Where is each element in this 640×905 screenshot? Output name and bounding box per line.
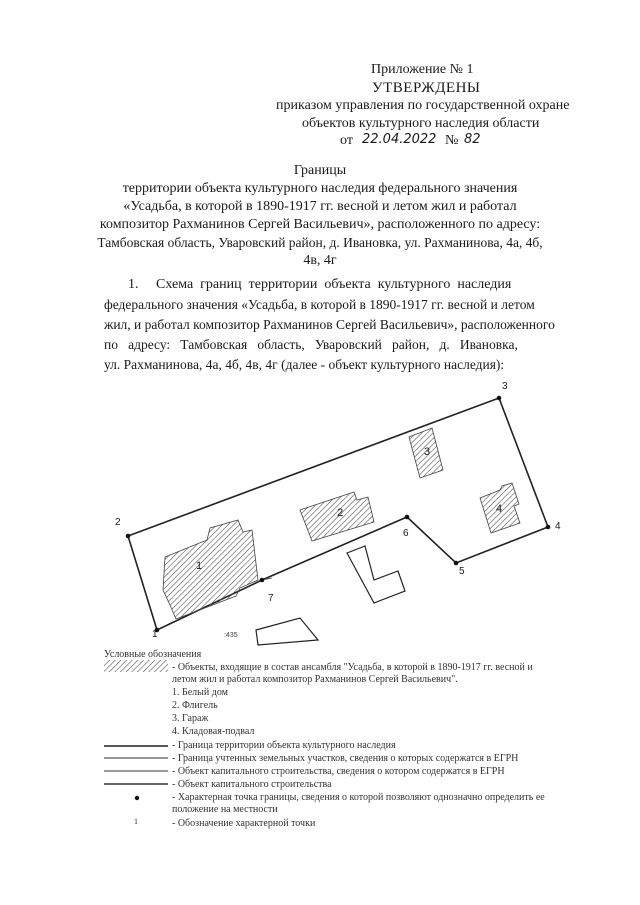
legend-parcels: - Граница учтенных земельных участков, сведения о которых содержатся в ЕГРН [172,753,519,764]
paragraph-line-3: жил, и работал композитор Рахманинов Сергей Васильевич», расположенного [104,317,555,332]
legend-capital-egrn: - Объект капитального строительства, сведения о котором содержатся в ЕГРН [172,766,505,777]
legend-building-4: 4. Кладовая-подвал [172,726,255,737]
point-label-3: 3 [502,381,508,392]
building-number-3: 3 [424,446,431,458]
legend-hatch-swatch [104,660,168,672]
title-line-4: композитор Рахманинов Сергей Васильевич», расположенного по адресу: [99,217,541,232]
paragraph-line-2: федерального значения «Усадьба, в которой в 1890-1917 гг. весной и летом [104,297,535,312]
legend-char-point-cont: положение на местности [172,804,278,815]
date-handwritten: 22.04.2022 [362,132,437,147]
legend-capital: - Объект капитального строительства [172,779,332,790]
date-prefix: от [340,133,353,148]
order-line-1: приказом управления по государственной охране [276,98,570,113]
appendix-label: Приложение № 1 [371,62,474,77]
approved-label: УТВЕРЖДЕНЫ [372,80,481,96]
legend-point-label-symbol: 1 [134,817,138,826]
title-line-1: Границы [293,163,347,178]
point-label-7: 7 [268,593,274,604]
legend-boundary: - Граница территории объекта культурного наследия [172,740,396,751]
legend-building-1: 1. Белый дом [172,687,228,698]
legend-ensemble-cont: летом жил и работал композитор Рахманинов Сергей Васильевич". [172,674,458,685]
legend-char-point: - Характерная точка границы, сведения о которой позволяют однозначно определить ее [172,792,545,803]
point-label-2: 2 [115,517,121,528]
building-number-1: 1 [196,560,203,572]
legend-ensemble: - Объекты, входящие в состав ансамбля "Усадьба, в которой в 1890-1917 гг. весной и [172,662,533,673]
legend-char-label: - Обозначение характерной точки [172,818,316,829]
legend-title: Условные обозначения [104,649,202,660]
building-number-2: 2 [337,507,344,519]
legend-point-symbol [135,796,139,800]
point-label-4: 4 [555,521,561,532]
title-line-2: территории объекта культурного наследия федерального значения [122,181,518,196]
point-label-1: 1 [152,629,158,640]
paragraph-line-4: по адресу: Тамбовская область, Уваровский район, д. Ивановка, [104,337,518,352]
legend-building-2: 2. Флигель [172,700,218,711]
building-number-4: 4 [496,503,503,515]
paragraph-line-5: ул. Рахманинова, 4а, 4б, 4в, 4г (далее - объект культурного наследия): [104,357,505,372]
order-line-2: объектов культурного наследия области [302,116,540,131]
title-line-5: Тамбовская область, Уваровский район, д. Ивановка, ул. Рахманинова, 4а, 4б, [97,235,543,250]
number-prefix: № [445,133,459,148]
parcel-label: :435 [224,632,238,639]
legend-building-3: 3. Гараж [172,713,209,724]
title-line-3: «Усадьба, в которой в 1890-1917 гг. весной и летом жил и работал [123,199,517,214]
paragraph-line-1: 1. Схема границ территории объекта культурного наследия [128,277,512,292]
point-label-5: 5 [459,566,465,577]
title-line-6: 4в, 4г [303,253,337,268]
number-handwritten: 82 [464,132,481,147]
point-label-6: 6 [403,528,409,539]
